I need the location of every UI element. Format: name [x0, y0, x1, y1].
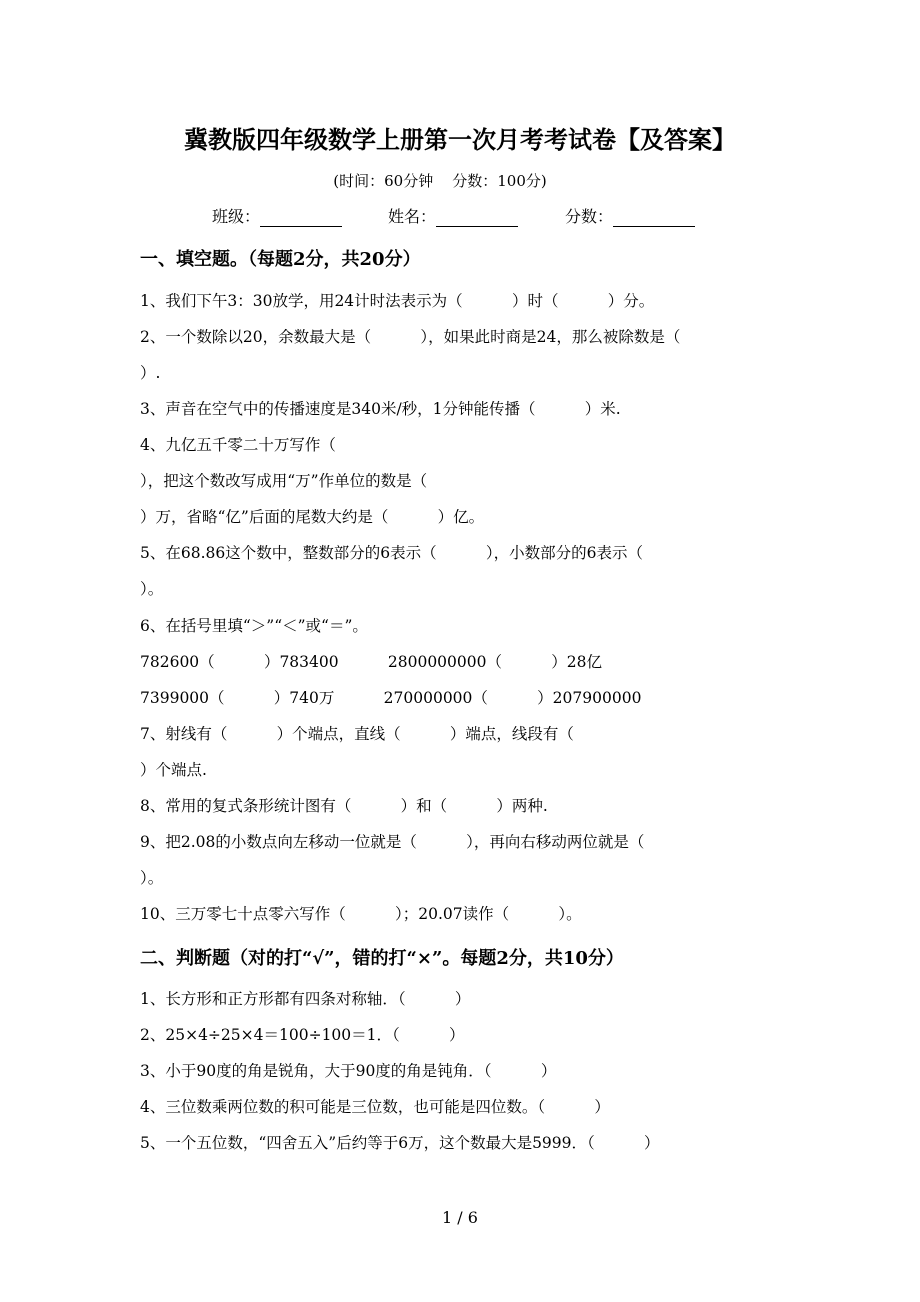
question-line: 782600（ ）783400 2800000000（ ）28亿	[140, 653, 602, 671]
question-line: 7399000（ ）740万 270000000（ ）207900000	[140, 689, 642, 707]
question-line: 10、三万零七十点零六写作（ ）；20.07读作（ ）。	[140, 905, 582, 923]
class-label: 班级：	[212, 207, 261, 226]
question-line: ）个端点.	[140, 761, 207, 779]
question-line: 3、声音在空气中的传播速度是340米/秒，1分钟能传播（ ）米.	[140, 400, 621, 418]
question-line: 3、小于90度的角是锐角，大于90度的角是钝角．（ ）	[140, 1062, 557, 1080]
question-line: 5、在68.86这个数中，整数部分的6表示（ ），小数部分的6表示（	[140, 544, 643, 562]
question-line: 9、把2.08的小数点向左移动一位就是（ ），再向右移动两位就是（	[140, 833, 645, 851]
name-field	[388, 204, 518, 227]
question-line: 2、25×4÷25×4＝100÷100＝1．（ ）	[140, 1026, 465, 1044]
page-number: 1 / 6	[442, 1208, 478, 1227]
question-line: 7、射线有（ ）个端点，直线（ ）端点，线段有（	[140, 725, 574, 743]
question-line: 1、长方形和正方形都有四条对称轴．（ ）	[140, 990, 471, 1008]
question-line: ）。	[140, 580, 164, 598]
question-line: 2、一个数除以20，余数最大是（ ），如果此时商是24，那么被除数是（	[140, 328, 681, 346]
section-fill-in-heading: 一、填空题。（每题2分，共20分）	[140, 249, 421, 270]
question-line: ）。	[140, 869, 164, 887]
question-line: ）万，省略“亿”后面的尾数大约是（ ）亿。	[140, 508, 485, 526]
class-blank[interactable]	[260, 208, 342, 227]
exam-time-score: (时间：60分钟 分数：100分)	[333, 172, 547, 190]
question-line: 4、三位数乘两位数的积可能是三位数，也可能是四位数。（ ）	[140, 1098, 610, 1116]
score-blank[interactable]	[613, 208, 695, 227]
question-line: 8、常用的复式条形统计图有（ ）和（ ）两种.	[140, 797, 548, 815]
score-label: 分数：	[565, 207, 614, 226]
question-line: 6、在括号里填“＞”“＜”或“＝”。	[140, 617, 368, 635]
question-line: 5、一个五位数，“四舍五入”后约等于6万，这个数最大是5999．（ ）	[140, 1134, 660, 1152]
class-field	[212, 204, 342, 227]
score-field	[565, 204, 695, 227]
question-line: ）.	[140, 364, 161, 382]
section-judgement-heading: 二、判断题（对的打“√”，错的打“×”。每题2分，共10分）	[140, 948, 624, 969]
question-line: 4、九亿五千零二十万写作（	[140, 436, 336, 454]
name-label: 姓名：	[388, 207, 437, 226]
name-blank[interactable]	[436, 208, 518, 227]
page-title: 冀教版四年级数学上册第一次月考考试卷【及答案】	[184, 125, 736, 154]
question-line: 1、我们下午3：30放学，用24计时法表示为（ ）时（ ）分。	[140, 292, 655, 310]
question-line: ），把这个数改写成用“万”作单位的数是（	[140, 472, 428, 490]
